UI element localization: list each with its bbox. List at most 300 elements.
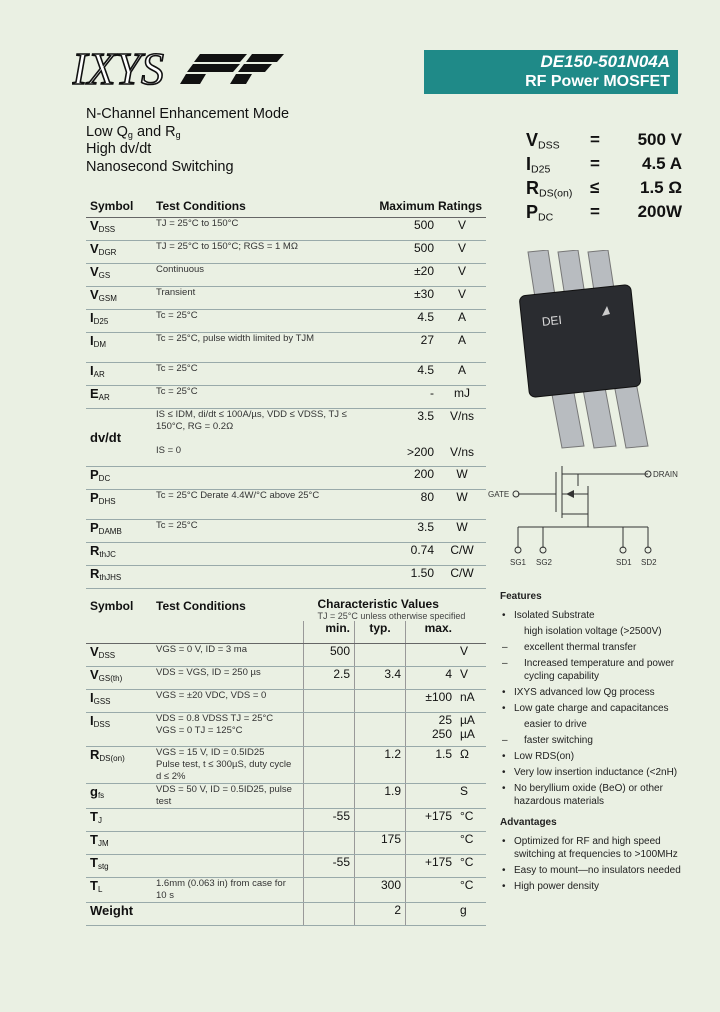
- row-typ: 1.9: [355, 784, 406, 809]
- symbol-main: T: [90, 855, 98, 870]
- row-min: 500: [304, 644, 355, 667]
- unit-line: °C: [460, 855, 474, 869]
- feature-item: – faster switching: [500, 734, 700, 747]
- symbol-main: R: [90, 543, 100, 558]
- symbol-sub: DHS: [98, 497, 116, 506]
- row-symbol: [86, 747, 152, 784]
- row-unit: [456, 644, 486, 667]
- ixys-rf-logo: [72, 40, 287, 102]
- key-spec-operator: =: [590, 202, 600, 221]
- key-spec-value: 4.5 A: [641, 154, 682, 173]
- mosfet-schematic: [488, 462, 688, 582]
- row-condition: [152, 832, 304, 855]
- feature-item: • No beryllium oxide (BeO) or other hazardous materials: [500, 782, 700, 808]
- part-number: DE150-501N04A: [540, 52, 670, 71]
- row-value: -: [370, 386, 438, 409]
- symbol-sub: fs: [97, 791, 105, 800]
- key-spec-symbol-sub: DC: [538, 211, 554, 224]
- feature-item: – Increased temperature and power cycling capability: [500, 657, 700, 683]
- symbol-sub: GS(th): [98, 674, 123, 683]
- row-symbol: [86, 644, 152, 667]
- unit-line: g: [460, 903, 467, 917]
- row-symbol: [86, 713, 152, 747]
- row-unit: C/W: [438, 543, 486, 566]
- row-value: ±30: [370, 287, 438, 310]
- col-ratings: Maximum Ratings: [370, 195, 486, 218]
- col-max: max.: [406, 621, 457, 644]
- row-value: 4.5: [370, 310, 438, 333]
- row-max: [406, 784, 457, 809]
- table-row: [86, 747, 486, 784]
- unit-line: µA: [460, 727, 475, 741]
- row-min: [304, 690, 355, 713]
- condition-line: 1.6mm (0.063 in) from case for 10 s: [156, 878, 286, 901]
- row-symbol: [86, 832, 152, 855]
- col-conditions: Test Conditions: [152, 195, 370, 218]
- key-spec-row: [526, 202, 682, 226]
- row-symbol: [86, 333, 152, 363]
- sd2-label: SD2: [641, 558, 657, 567]
- row-unit: C/W: [438, 566, 486, 589]
- feature-item: • Very low insertion inductance (<2nH): [500, 766, 700, 779]
- symbol-main: P: [90, 490, 99, 505]
- table-row: [86, 713, 486, 747]
- row-condition: [152, 566, 370, 589]
- row-condition: [152, 543, 370, 566]
- table-row: [86, 784, 486, 809]
- value-line: >200: [406, 445, 434, 459]
- row-unit: [438, 409, 486, 467]
- logo-rf-mark: [180, 54, 284, 84]
- symbol-main: R: [90, 747, 100, 762]
- key-spec-row: [526, 154, 682, 178]
- symbol-main: V: [90, 287, 99, 302]
- symbol-sub: DSS: [98, 651, 116, 660]
- condition-line: VGS = 0 TJ = 125°C: [156, 725, 243, 736]
- row-value: 200: [370, 467, 438, 490]
- table-row: [86, 903, 486, 926]
- max-line: +175: [424, 809, 452, 823]
- unit-line: V: [460, 667, 469, 681]
- symbol-sub: DGR: [98, 248, 117, 257]
- unit-line: nA: [460, 690, 475, 704]
- advantages-title: Advantages: [500, 817, 557, 828]
- sg2-label: SG2: [536, 558, 553, 567]
- char-title: Characteristic Values: [317, 597, 439, 611]
- table-row: [86, 543, 486, 566]
- row-unit: V: [438, 264, 486, 287]
- row-value: 500: [370, 218, 438, 241]
- row-unit: W: [438, 467, 486, 490]
- row-condition: [152, 713, 304, 747]
- key-spec-symbol-main: R: [526, 178, 539, 198]
- symbol-sub: AR: [93, 370, 105, 379]
- unit-line: °C: [460, 832, 474, 846]
- max-line: +175: [424, 855, 452, 869]
- row-unit: A: [438, 310, 486, 333]
- symbol-main: R: [90, 566, 100, 581]
- max-ratings-table: [86, 195, 486, 589]
- symbol-main: T: [90, 878, 98, 893]
- table-row: [86, 832, 486, 855]
- feature-item: high isolation voltage (>2500V): [524, 626, 662, 637]
- unit-line: V: [460, 644, 469, 658]
- symbol-main: E: [90, 386, 99, 401]
- row-max: [406, 713, 457, 747]
- advantage-item: • Easy to mount—no insulators needed: [500, 864, 700, 877]
- row-min: -55: [304, 809, 355, 832]
- key-spec-symbol: [526, 178, 572, 199]
- unit-line: V/ns: [449, 445, 474, 459]
- row-typ: [355, 855, 406, 878]
- key-spec-operator: ≤: [590, 178, 600, 197]
- table-row: [86, 855, 486, 878]
- symbol-main: V: [90, 241, 99, 256]
- table-row: [86, 644, 486, 667]
- max-line: 25: [438, 713, 452, 727]
- symbol-main: dv/dt: [90, 430, 122, 445]
- row-min: [304, 878, 355, 903]
- row-value: 3.5: [370, 520, 438, 543]
- row-unit: V: [438, 218, 486, 241]
- row-symbol: [86, 667, 152, 690]
- row-symbol: [86, 241, 152, 264]
- row-condition: [152, 409, 370, 467]
- row-unit: [456, 784, 486, 809]
- row-unit: V: [438, 287, 486, 310]
- row-max: [406, 747, 457, 784]
- row-value: 4.5: [370, 363, 438, 386]
- row-symbol: [86, 566, 152, 589]
- max-line: ±100: [425, 690, 452, 704]
- key-spec-value: 200W: [637, 202, 682, 221]
- row-condition: Continuous: [152, 264, 370, 287]
- symbol-sub: GSS: [93, 697, 111, 706]
- row-max: [406, 855, 457, 878]
- symbol-sub: DAMB: [98, 527, 122, 536]
- advantage-item: • High power density: [500, 880, 700, 893]
- row-symbol: [86, 409, 152, 467]
- symbol-sub: DM: [93, 340, 107, 349]
- row-symbol: [86, 809, 152, 832]
- max-line: 4: [445, 667, 452, 681]
- key-spec-value: 500 V: [637, 130, 682, 149]
- key-spec-symbol: [526, 202, 553, 223]
- max-line: 1.5: [435, 747, 452, 761]
- table-row: [86, 467, 486, 490]
- symbol-sub: J: [97, 816, 102, 825]
- symbol-sub: L: [97, 885, 103, 894]
- row-condition: TJ = 25°C to 150°C; RGS = 1 MΩ: [152, 241, 370, 264]
- row-typ: [355, 713, 406, 747]
- row-condition: Tc = 25°C: [152, 520, 370, 543]
- unit-line: °C: [460, 878, 474, 892]
- row-condition: Tc = 25°C: [152, 363, 370, 386]
- char-values-table: [86, 597, 486, 926]
- feature-item: • Low gate charge and capacitances: [500, 702, 700, 715]
- row-condition: TJ = 25°C to 150°C: [152, 218, 370, 241]
- feature-item: • IXYS advanced low Qg process: [500, 686, 700, 699]
- symbol-main: T: [90, 832, 98, 847]
- symbol-sub: DS(on): [99, 754, 125, 763]
- intro-feature: N-Channel Enhancement Mode: [86, 106, 290, 122]
- key-spec-symbol-main: V: [526, 130, 539, 150]
- table-row: [86, 878, 486, 903]
- table-row: [86, 690, 486, 713]
- row-condition: [152, 903, 304, 926]
- row-condition: Tc = 25°C Derate 4.4W/°C above 25°C: [152, 490, 370, 520]
- gate-label: GATE: [488, 490, 510, 499]
- table-row: [86, 241, 486, 264]
- row-symbol: [86, 784, 152, 809]
- row-typ: [355, 690, 406, 713]
- key-spec-symbol-sub: DSS: [538, 139, 560, 152]
- col-min: min.: [304, 621, 355, 644]
- symbol-sub: thJC: [99, 550, 116, 559]
- key-spec-symbol-sub: D25: [531, 163, 551, 176]
- features-list: [500, 609, 700, 808]
- symbol-sub: JM: [97, 839, 109, 848]
- row-typ: 175: [355, 832, 406, 855]
- row-condition: Tc = 25°C: [152, 386, 370, 409]
- condition-line: VGS = ±20 VDC, VDS = 0: [156, 690, 267, 701]
- features-title: Features: [500, 591, 542, 602]
- col-typ: typ.: [355, 621, 406, 644]
- key-spec-row: [526, 130, 682, 154]
- symbol-main: P: [90, 520, 99, 535]
- symbol-main: I: [90, 713, 94, 728]
- row-unit: W: [438, 520, 486, 543]
- table-row: [86, 386, 486, 409]
- value-line: 3.5: [417, 409, 434, 423]
- table-row: [86, 310, 486, 333]
- row-value: 80: [370, 490, 438, 520]
- col-symbol: Symbol: [86, 195, 152, 218]
- condition-line: Pulse test, t ≤ 300µS, duty cycle d ≤ 2%: [156, 759, 292, 782]
- key-spec-symbol: [526, 130, 560, 151]
- row-condition: Tc = 25°C, pulse width limited by TJM: [152, 333, 370, 363]
- row-condition: [152, 690, 304, 713]
- row-symbol: [86, 264, 152, 287]
- row-unit: A: [438, 333, 486, 363]
- row-max: [406, 667, 457, 690]
- row-unit: mJ: [438, 386, 486, 409]
- unit-line: µA: [460, 713, 475, 727]
- symbol-main: V: [90, 644, 99, 659]
- symbol-sub: AR: [98, 393, 110, 402]
- row-symbol: [86, 690, 152, 713]
- symbol-main: T: [90, 809, 98, 824]
- row-max: [406, 690, 457, 713]
- row-symbol: [86, 310, 152, 333]
- table-row: [86, 363, 486, 386]
- row-value: 0.74: [370, 543, 438, 566]
- row-value: ±20: [370, 264, 438, 287]
- row-min: [304, 832, 355, 855]
- row-condition: [152, 855, 304, 878]
- symbol-main: Weight: [90, 903, 134, 918]
- features-section: [500, 590, 700, 896]
- row-typ: [355, 644, 406, 667]
- key-spec-operator: =: [590, 154, 600, 173]
- row-condition: [152, 644, 304, 667]
- col-conditions: Test Conditions: [156, 599, 246, 613]
- intro-feature: Nanosecond Switching: [86, 158, 234, 175]
- row-min: [304, 747, 355, 784]
- row-max: [406, 809, 457, 832]
- intro-features: [86, 106, 289, 176]
- row-symbol: [86, 386, 152, 409]
- row-unit: [456, 878, 486, 903]
- condition-line: VDS = 0.8 VDSS TJ = 25°C: [156, 713, 274, 724]
- key-spec-operator: =: [590, 130, 600, 149]
- row-min: [304, 713, 355, 747]
- row-value: 27: [370, 333, 438, 363]
- row-condition: [152, 784, 304, 809]
- symbol-main: V: [90, 218, 99, 233]
- table-row: [86, 490, 486, 520]
- row-value: 1.50: [370, 566, 438, 589]
- row-condition: [152, 878, 304, 903]
- row-typ: 1.2: [355, 747, 406, 784]
- feature-item: – excellent thermal transfer: [500, 641, 700, 654]
- symbol-main: g: [90, 784, 98, 799]
- table-row: [86, 520, 486, 543]
- row-condition: Tc = 25°C: [152, 310, 370, 333]
- key-spec-value: 1.5 Ω: [640, 178, 682, 197]
- row-unit: A: [438, 363, 486, 386]
- row-max: [406, 832, 457, 855]
- symbol-sub: DC: [98, 474, 111, 483]
- sd1-label: SD1: [616, 558, 632, 567]
- intro-feature: High dv/dt: [86, 141, 152, 157]
- symbol-main: I: [90, 363, 94, 378]
- feature-item: • Isolated Substrate: [500, 609, 700, 622]
- row-min: 2.5: [304, 667, 355, 690]
- row-condition: [152, 667, 304, 690]
- symbol-main: I: [90, 310, 94, 325]
- key-spec-symbol: [526, 154, 550, 175]
- row-symbol: [86, 363, 152, 386]
- row-unit: W: [438, 490, 486, 520]
- condition-line: IS ≤ IDM, di/dt ≤ 100A/µs, VDD ≤ VDSS, TJ ≤ 150°C, RG = 0.2Ω: [156, 409, 347, 432]
- row-symbol: [86, 855, 152, 878]
- row-condition: [152, 467, 370, 490]
- logo-ixys-text: IXYS: [72, 43, 164, 94]
- unit-line: Ω: [460, 747, 469, 761]
- row-symbol: [86, 467, 152, 490]
- row-symbol: [86, 543, 152, 566]
- max-line: 250: [431, 727, 452, 741]
- intro-feature: Low $Q_g$ and $R_g$: [86, 123, 181, 140]
- char-subtitle: TJ = 25°C unless otherwise specified: [317, 611, 466, 621]
- key-spec-symbol-main: P: [526, 202, 539, 222]
- row-symbol: [86, 218, 152, 241]
- row-typ: [355, 809, 406, 832]
- row-typ: 2: [355, 903, 406, 926]
- table-row: [86, 333, 486, 363]
- row-value: [370, 409, 438, 467]
- symbol-main: I: [90, 690, 94, 705]
- advantages-list: [500, 835, 700, 893]
- symbol-sub: DSS: [98, 225, 116, 234]
- row-max: [406, 644, 457, 667]
- product-type: RF Power MOSFET: [525, 73, 670, 90]
- advantage-item: • Optimized for RF and high speed switching at frequencies to >100MHz: [500, 835, 700, 861]
- symbol-sub: stg: [97, 862, 109, 871]
- row-unit: [456, 855, 486, 878]
- symbol-main: P: [90, 467, 99, 482]
- row-unit: [456, 809, 486, 832]
- symbol-sub: GS: [98, 271, 111, 280]
- row-value: 500: [370, 241, 438, 264]
- condition-line: VGS = 15 V, ID = 0.5ID25: [156, 747, 265, 758]
- table-row: [86, 566, 486, 589]
- row-condition: Transient: [152, 287, 370, 310]
- row-min: [304, 784, 355, 809]
- key-spec-symbol-sub: DS(on): [539, 187, 573, 200]
- symbol-sub: thJHS: [99, 573, 122, 582]
- row-symbol: [86, 878, 152, 903]
- row-typ: 300: [355, 878, 406, 903]
- title-box: [424, 50, 678, 94]
- symbol-main: V: [90, 264, 99, 279]
- condition-line: VGS = 0 V, ID = 3 ma: [156, 644, 248, 655]
- row-symbol: [86, 490, 152, 520]
- unit-line: V/ns: [449, 409, 474, 423]
- row-max: [406, 878, 457, 903]
- row-unit: [456, 747, 486, 784]
- symbol-sub: DSS: [93, 720, 111, 729]
- row-unit: [456, 832, 486, 855]
- table-row: [86, 218, 486, 241]
- row-symbol: [86, 903, 152, 926]
- col-symbol: Symbol: [90, 599, 134, 613]
- feature-item: • Low RDS(on): [500, 750, 700, 763]
- row-unit: [456, 903, 486, 926]
- row-unit: [456, 667, 486, 690]
- table-row: [86, 264, 486, 287]
- row-unit: V: [438, 241, 486, 264]
- package-image: [510, 250, 680, 450]
- unit-line: °C: [460, 809, 474, 823]
- package-marking: DEI: [541, 312, 563, 329]
- table-row: [86, 809, 486, 832]
- row-unit: [456, 690, 486, 713]
- row-typ: 3.4: [355, 667, 406, 690]
- row-min: [304, 903, 355, 926]
- key-specs: [526, 130, 682, 226]
- key-spec-symbol-main: I: [526, 154, 532, 174]
- sg1-label: SG1: [510, 558, 527, 567]
- symbol-main: V: [90, 667, 99, 682]
- feature-item: easier to drive: [524, 719, 587, 730]
- table-row: [86, 287, 486, 310]
- symbol-sub: GSM: [98, 294, 117, 303]
- row-condition: [152, 747, 304, 784]
- unit-line: S: [460, 784, 469, 798]
- condition-line: IS = 0: [156, 445, 182, 456]
- condition-line: VDS = 50 V, ID = 0.5ID25, pulse test: [156, 784, 292, 807]
- symbol-sub: D25: [93, 317, 109, 326]
- symbol-main: I: [90, 333, 94, 348]
- condition-line: VDS = VGS, ID = 250 µs: [156, 667, 261, 678]
- row-min: -55: [304, 855, 355, 878]
- table-row: [86, 667, 486, 690]
- drain-label: DRAIN: [653, 470, 678, 479]
- row-max: [406, 903, 457, 926]
- row-unit: [456, 713, 486, 747]
